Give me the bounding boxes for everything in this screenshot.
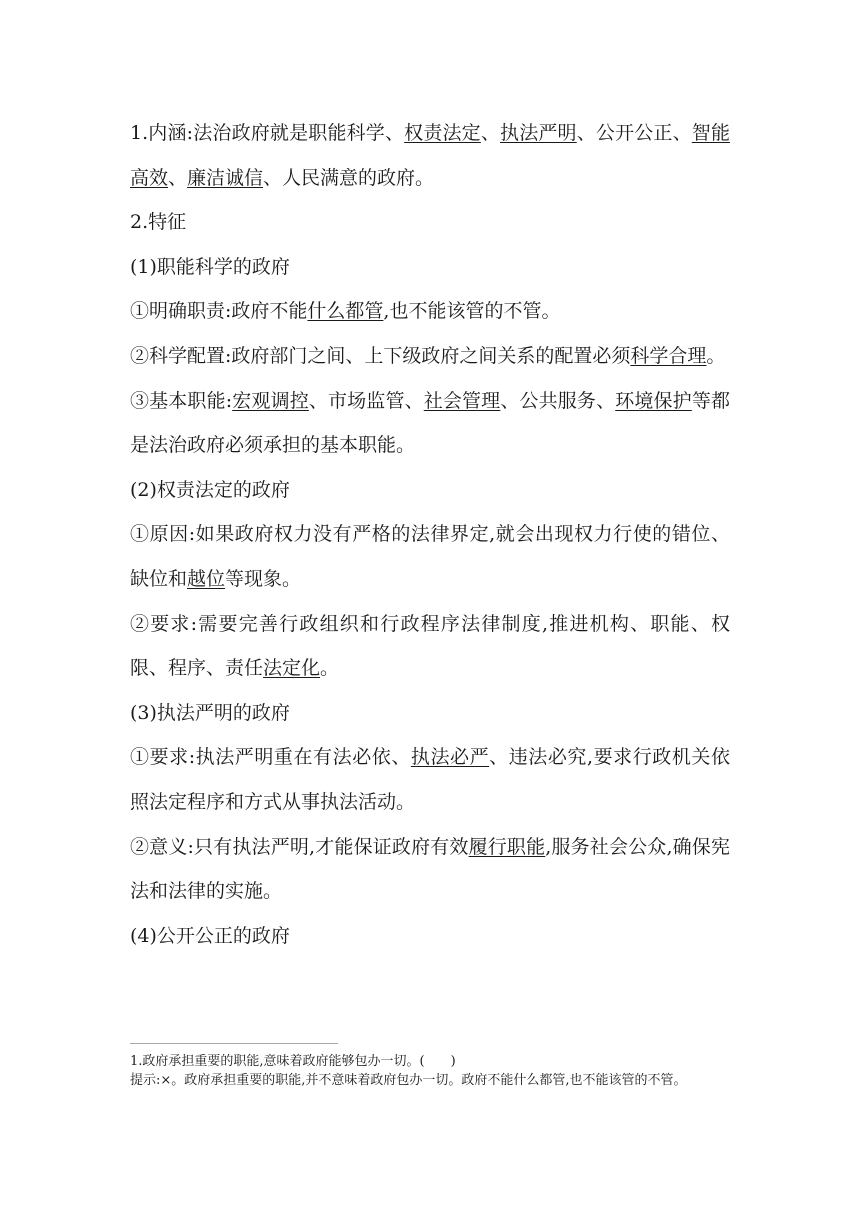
underlined-term: 社会管理 [423,389,501,412]
list-item: ①明确职责:政府不能什么都管,也不能该管的不管。 [130,300,561,323]
underlined-term: 越位 [187,567,226,590]
footnote [130,1052,730,1090]
underlined-term: 权责法定 [404,122,481,144]
footnote-divider [130,1043,338,1044]
underlined-term: 什么都管 [307,300,384,323]
underlined-term: 廉洁诚信 [187,166,264,189]
section-heading: (3)执法严明的政府 [130,701,290,724]
list-item: ②科学配置:政府部门之间、上下级政府之间关系的配置必须科学合理。 [130,344,726,367]
underlined-term: 法定化 [263,657,321,680]
underlined-term: 执法必严 [410,746,490,769]
underlined-term: 科学合理 [630,344,707,367]
section-heading: (2)权责法定的政府 [130,478,290,501]
list-item: ①要求:执法严明重在有法必依、执法必严、违法必究,要求行政机关依照法定程序和方式从事执法活动。 [130,746,730,813]
definition-paragraph: 1.内涵:法治政府就是职能科学、权责法定、执法严明、公开公正、智能高效、廉洁诚信、人民满意的政府。 [130,122,730,189]
features-heading: 2.特征 [130,211,187,234]
underlined-term: 宏观调控 [232,389,309,412]
footnote-hint: 提示:×。政府承担重要的职能,并不意味着政府包办一切。政府不能什么都管,也不能该管的不管。 [130,1073,687,1088]
main-content [130,111,730,958]
underlined-term: 履行职能 [468,835,546,858]
underlined-term: 智能高效 [130,122,730,189]
underlined-term: 执法严明 [500,122,577,144]
list-item: ③基本职能:宏观调控、市场监管、社会管理、公共服务、环境保护等都是法治政府必须承担的基本职能。 [130,389,730,457]
footnote-question: 1.政府承担重要的职能,意味着政府能够包办一切。( ) [130,1054,456,1069]
list-item: ①原因:如果政府权力没有严格的法律界定,就会出现权力行使的错位、缺位和越位等现象。 [130,523,730,590]
section-heading: (1)职能科学的政府 [130,255,290,278]
list-item: ②意义:只有执法严明,才能保证政府有效履行职能,服务社会公众,确保宪法和法律的实施。 [130,835,730,903]
list-item: ②要求:需要完善行政组织和行政程序法律制度,推进机构、职能、权限、程序、责任法定化。 [130,612,730,680]
section-heading: (4)公开公正的政府 [130,924,290,947]
underlined-term: 环境保护 [615,389,692,412]
